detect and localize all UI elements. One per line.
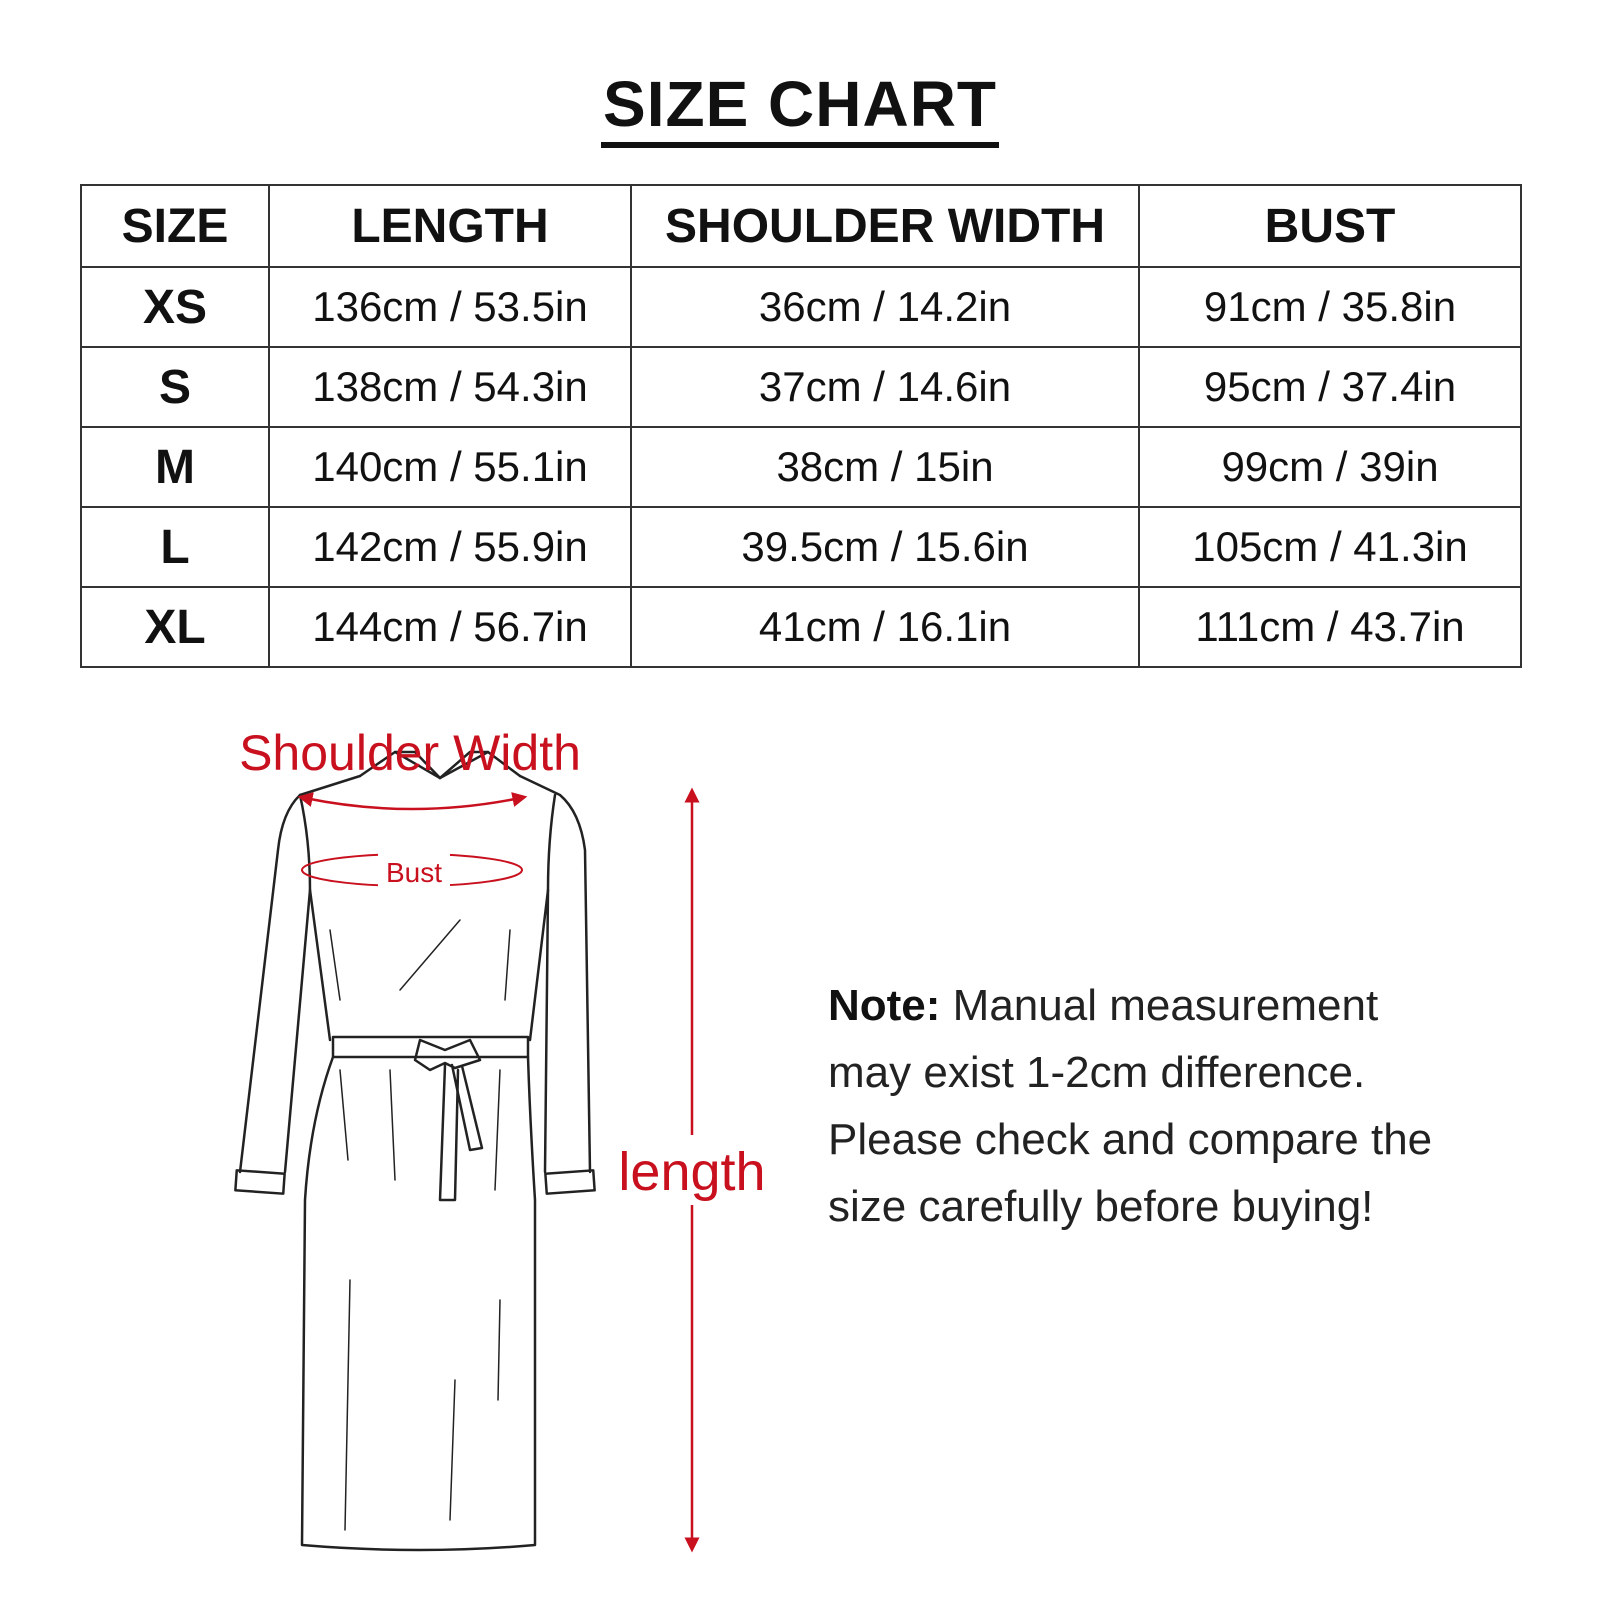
bust-cell: 99cm / 39in: [1139, 427, 1521, 507]
note-block: [828, 972, 1468, 1240]
table-row: [81, 267, 1521, 347]
size-table: [80, 184, 1522, 668]
bust-cell: 105cm / 41.3in: [1139, 507, 1521, 587]
size-cell: L: [81, 507, 269, 587]
shoulder-cell: 36cm / 14.2in: [631, 267, 1139, 347]
header-length: LENGTH: [269, 185, 631, 267]
length-cell: 144cm / 56.7in: [269, 587, 631, 667]
size-cell: XS: [81, 267, 269, 347]
note-text: Manual measurement may exist 1-2cm difference. Please check and compare the size carefully before buying!: [828, 981, 1433, 1231]
header-shoulder-width: SHOULDER WIDTH: [631, 185, 1139, 267]
length-cell: 140cm / 55.1in: [269, 427, 631, 507]
header-bust: BUST: [1139, 185, 1521, 267]
table-row: [81, 507, 1521, 587]
length-cell: 138cm / 54.3in: [269, 347, 631, 427]
length-label: length: [618, 1142, 766, 1202]
bust-label: Bust: [385, 857, 443, 888]
shoulder-width-label: Shoulder Width: [239, 725, 581, 781]
table-row: [81, 427, 1521, 507]
table-row: [81, 587, 1521, 667]
table-header-row: [81, 185, 1521, 267]
bust-cell: 91cm / 35.8in: [1139, 267, 1521, 347]
table-row: [81, 347, 1521, 427]
size-cell: M: [81, 427, 269, 507]
shoulder-width-arrow: [305, 798, 520, 809]
bust-cell: 111cm / 43.7in: [1139, 587, 1521, 667]
header-size: SIZE: [81, 185, 269, 267]
size-chart-title: SIZE CHART: [601, 66, 999, 148]
note-label: Note:: [828, 981, 941, 1030]
shoulder-cell: 39.5cm / 15.6in: [631, 507, 1139, 587]
shoulder-cell: 38cm / 15in: [631, 427, 1139, 507]
size-cell: S: [81, 347, 269, 427]
size-chart-title-wrap: [0, 66, 1600, 148]
length-cell: 142cm / 55.9in: [269, 507, 631, 587]
bust-cell: 95cm / 37.4in: [1139, 347, 1521, 427]
size-cell: XL: [81, 587, 269, 667]
shoulder-cell: 41cm / 16.1in: [631, 587, 1139, 667]
dress-diagram: [0, 680, 800, 1600]
length-cell: 136cm / 53.5in: [269, 267, 631, 347]
shoulder-cell: 37cm / 14.6in: [631, 347, 1139, 427]
